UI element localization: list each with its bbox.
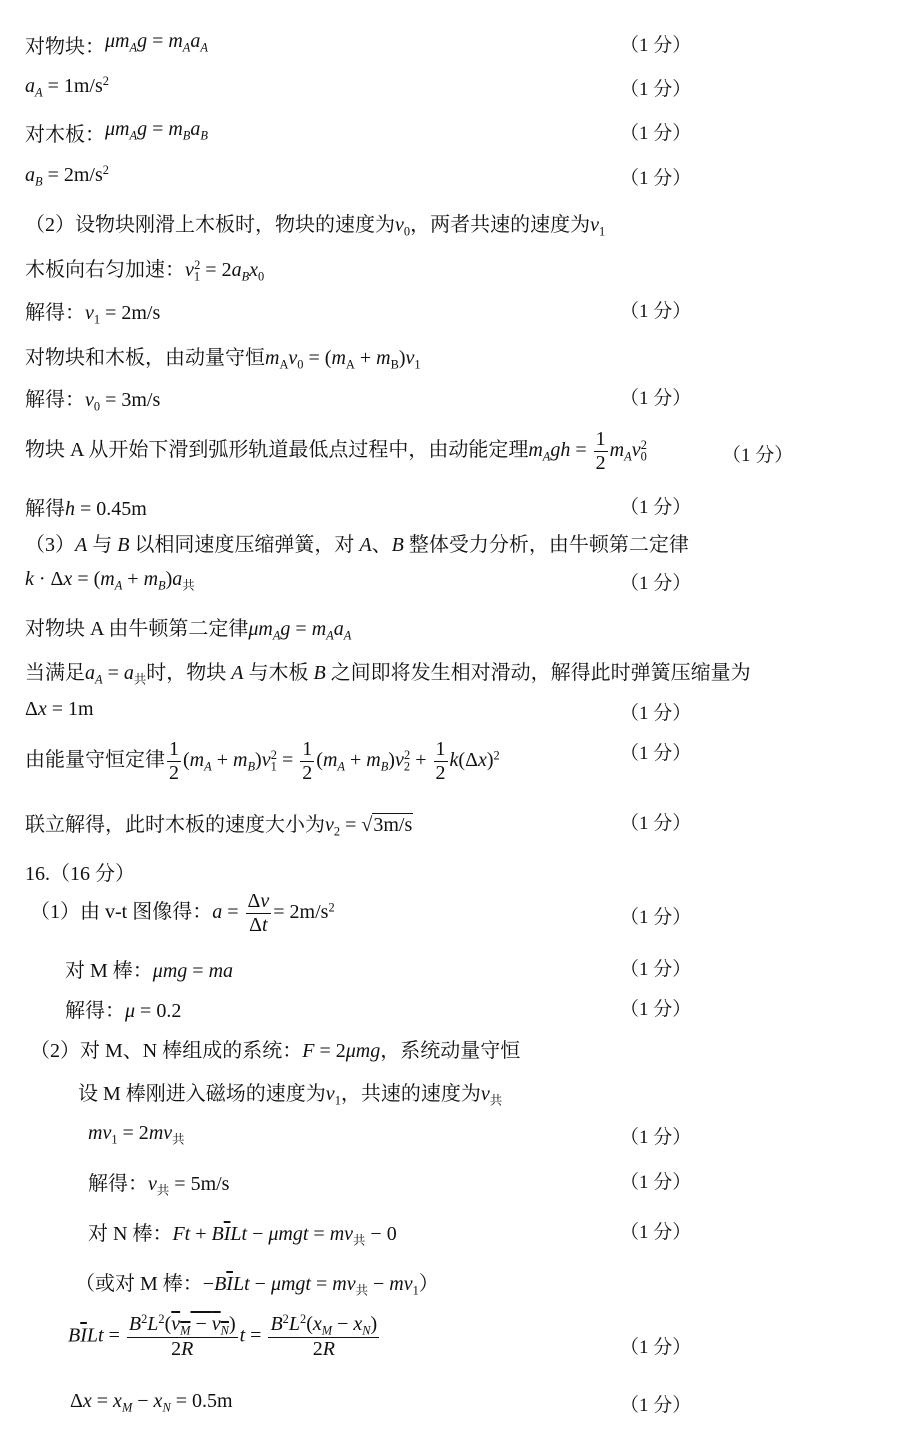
text-system: （2）对 M、N 棒组成的系统：F = 2μmg，系统动量守恒 <box>30 1040 521 1062</box>
score-mark: （1 分） <box>620 1337 692 1358</box>
equation: $\mu m_Ag = m_Aa_A$ <box>105 30 208 55</box>
text-energy: 由能量守恒定律 $\frac{1}{2}$ $(m_A + m_B)v_1^2$ = $\frac{1}{2}$ $(m_A + m_B)v_2^2$ + $\frac{1}{2}$ $k(\Delta x)^2$ <box>25 738 500 784</box>
text-enter-field: 设 M 棒刚进入磁场的速度为$v_1$，共速的速度为$v_共$ <box>78 1083 503 1108</box>
score-mark: （1 分） <box>620 1395 692 1416</box>
score-mark: （1 分） <box>620 1127 692 1148</box>
text-part3-intro: （3）A 与 B 以相同速度压缩弹簧，对 A、B 整体受力分析，由牛顿第二定律 <box>25 534 689 556</box>
question-16-title: 16.（16 分） <box>25 863 135 885</box>
score-mark: （1 分） <box>620 301 692 322</box>
equation: 解得：$v_1 = 2m/s$ <box>25 302 161 327</box>
text-block-label: 对物块： <box>25 36 105 58</box>
equation: $k \cdot \Delta x = (m_A + m_B)a_共$ <box>25 568 195 593</box>
equation: $a_A = 1m/s^2$ <box>25 74 109 100</box>
equation: 解得h = 0.45m <box>25 498 147 520</box>
score-mark: （1 分） <box>620 1172 692 1193</box>
equation: $\Delta x = x_M - x_N = 0.5m$ <box>70 1390 233 1415</box>
text-vt-graph: （1）由 v-t 图像得：a = $\frac{\Delta v}{\Delta t}$ = $2m/s^2$ <box>30 890 335 936</box>
score-mark: （1 分） <box>620 168 692 189</box>
score-mark: （1 分） <box>722 445 794 466</box>
text-final-v2: 联立解得，此时木板的速度大小为$v_2 = √3m/s$ <box>25 814 413 839</box>
score-mark: （1 分） <box>620 743 692 764</box>
text-M-rod: 对 M 棒：μmg = ma <box>65 960 234 982</box>
score-mark: （1 分） <box>620 35 692 56</box>
equation: $\mu m_Ag = m_Ba_B$ <box>105 118 208 143</box>
text-part2-intro: （2）设物块刚滑上木板时，物块的速度为$v_0$，两者共速的速度为$v_1$ <box>25 214 606 239</box>
equation: 解得：$v_0 = 3m/s$ <box>25 389 161 414</box>
score-mark: （1 分） <box>620 959 692 980</box>
text-momentum: 对物块和木板，由动量守恒$m_Av_0 = (m_A + m_B)v_1$ <box>25 347 421 372</box>
score-mark: （1 分） <box>620 703 692 724</box>
score-mark: （1 分） <box>620 79 692 100</box>
text-block-newton: 对物块 A 由牛顿第二定律$\mu m_Ag = m_Aa_A$ <box>25 618 352 643</box>
text-condition: 当满足$a_A = a_共$时，物块 A 与木板 B 之间即将发生相对滑动，解得此时弹簧压缩量为 <box>25 662 751 687</box>
value-aB: 2m/s <box>63 163 103 186</box>
text-kinetic-energy: 物块 A 从开始下滑到弧形轨道最低点过程中，由动能定理$m_Agh$ = $\frac{1}{2}$ $m_Av_0^2$ <box>25 428 647 474</box>
score-mark: （1 分） <box>620 813 692 834</box>
equation: 解得：μ = 0.2 <box>65 1000 182 1022</box>
score-mark: （1 分） <box>620 388 692 409</box>
text-board-label: 对木板： <box>25 124 105 146</box>
text-board-accel: 木板向右匀加速：$v_1^2 = 2a_Bx_0$ <box>25 258 265 284</box>
equation: 解得：$v_共 = 5m/s$ <box>88 1173 230 1198</box>
equation: $a_B = 2m/s^2$ <box>25 163 109 189</box>
score-mark: （1 分） <box>620 999 692 1020</box>
value-aA: 1m/s <box>63 74 103 97</box>
text-or-M-rod: （或对 M 棒：$-B\overline{I}Lt - \mu mgt = mv_共 - mv_1$） <box>75 1273 439 1298</box>
equation: $mv_1 = 2mv_共$ <box>88 1122 185 1147</box>
score-mark: （1 分） <box>620 497 692 518</box>
score-mark: （1 分） <box>620 573 692 594</box>
equation: Δx = 1m <box>25 698 94 720</box>
equation: $B\overline{I}Lt$ = $\frac{B^2L^2(v_M - v_N)}{2R}$ t = $\frac{B^2L^2(x_M - x_N)}{2R}$ <box>68 1312 378 1361</box>
score-mark: （1 分） <box>620 907 692 928</box>
text-N-rod: 对 N 棒：$Ft + B\overline{I}Lt - \mu mgt = mv_共 - 0$ <box>88 1223 397 1248</box>
score-mark: （1 分） <box>620 1222 692 1243</box>
score-mark: （1 分） <box>620 123 692 144</box>
